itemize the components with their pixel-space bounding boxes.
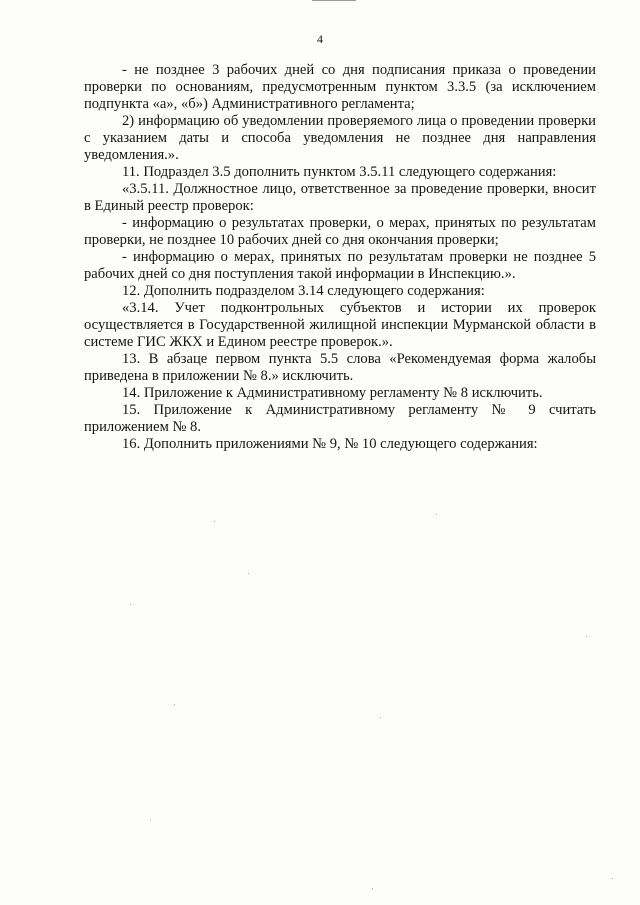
- document-body: [84, 62, 596, 453]
- paragraph-item-11: 11. Подраздел 3.5 дополнить пунктом 3.5.11 следующего содержания:: [122, 164, 557, 180]
- paragraph-item-14: 14. Приложение к Административному регламенту № 8 исключить.: [122, 385, 543, 401]
- top-edge-line: [312, 0, 356, 1]
- paragraph-item-16: 16. Дополнить приложениями № 9, № 10 следующего содержания:: [122, 436, 538, 452]
- paragraph-item-15: 15. Приложение к Административному регламенту № 9 считать приложением № 8.: [84, 402, 596, 435]
- scan-speck: [586, 636, 587, 637]
- paragraph-item-13: 13. В абзаце первом пункта 5.5 слова «Рекомендуемая форма жалобы приведена в приложении № 8.» исключить.: [84, 351, 596, 384]
- scan-speck: [248, 573, 249, 574]
- page-number: 4: [317, 32, 323, 46]
- paragraph-item-12: 12. Дополнить подразделом 3.14 следующего содержания:: [122, 283, 485, 299]
- paragraph-deadline-3-days: - не позднее 3 рабочих дней со дня подписания приказа о проведении проверки по основаниям, предусмотренным пунктом 3.3.5 (за исключением подпункта «а», «б») Административного регламента;: [84, 62, 596, 112]
- scan-speck: [174, 704, 175, 705]
- scan-speck: [130, 604, 131, 605]
- paragraph-3-14: «3.14. Учет подконтрольных субъектов и истории их проверок осуществляется в Государственной жилищной инспекции Мурманской области в системе ГИС ЖКХ и Едином реестре проверок.».: [84, 300, 596, 350]
- scan-speck: [612, 878, 613, 879]
- paragraph-notification-info: 2) информацию об уведомлении проверяемого лица о проведении проверки с указанием даты и способа уведомления не позднее дня направления уведомления.».: [84, 113, 596, 163]
- scan-speck: [598, 92, 599, 93]
- paragraph-measures-info: - информацию о мерах, принятых по результатам проверки не позднее 5 рабочих дней со дня поступления такой информации в Инспекцию.».: [84, 249, 596, 282]
- paragraph-3-5-11: «3.5.11. Должностное лицо, ответственное за проведение проверки, вносит в Единый реестр проверок:: [84, 181, 596, 214]
- scan-speck: [214, 521, 215, 522]
- scan-speck: [380, 717, 381, 718]
- scan-speck: [150, 820, 151, 821]
- scan-speck: [372, 888, 373, 889]
- scan-speck: [436, 514, 437, 515]
- paragraph-results-info: - информацию о результатах проверки, о мерах, принятых по результатам проверки, не позднее 10 рабочих дней со дня окончания проверки;: [84, 215, 596, 248]
